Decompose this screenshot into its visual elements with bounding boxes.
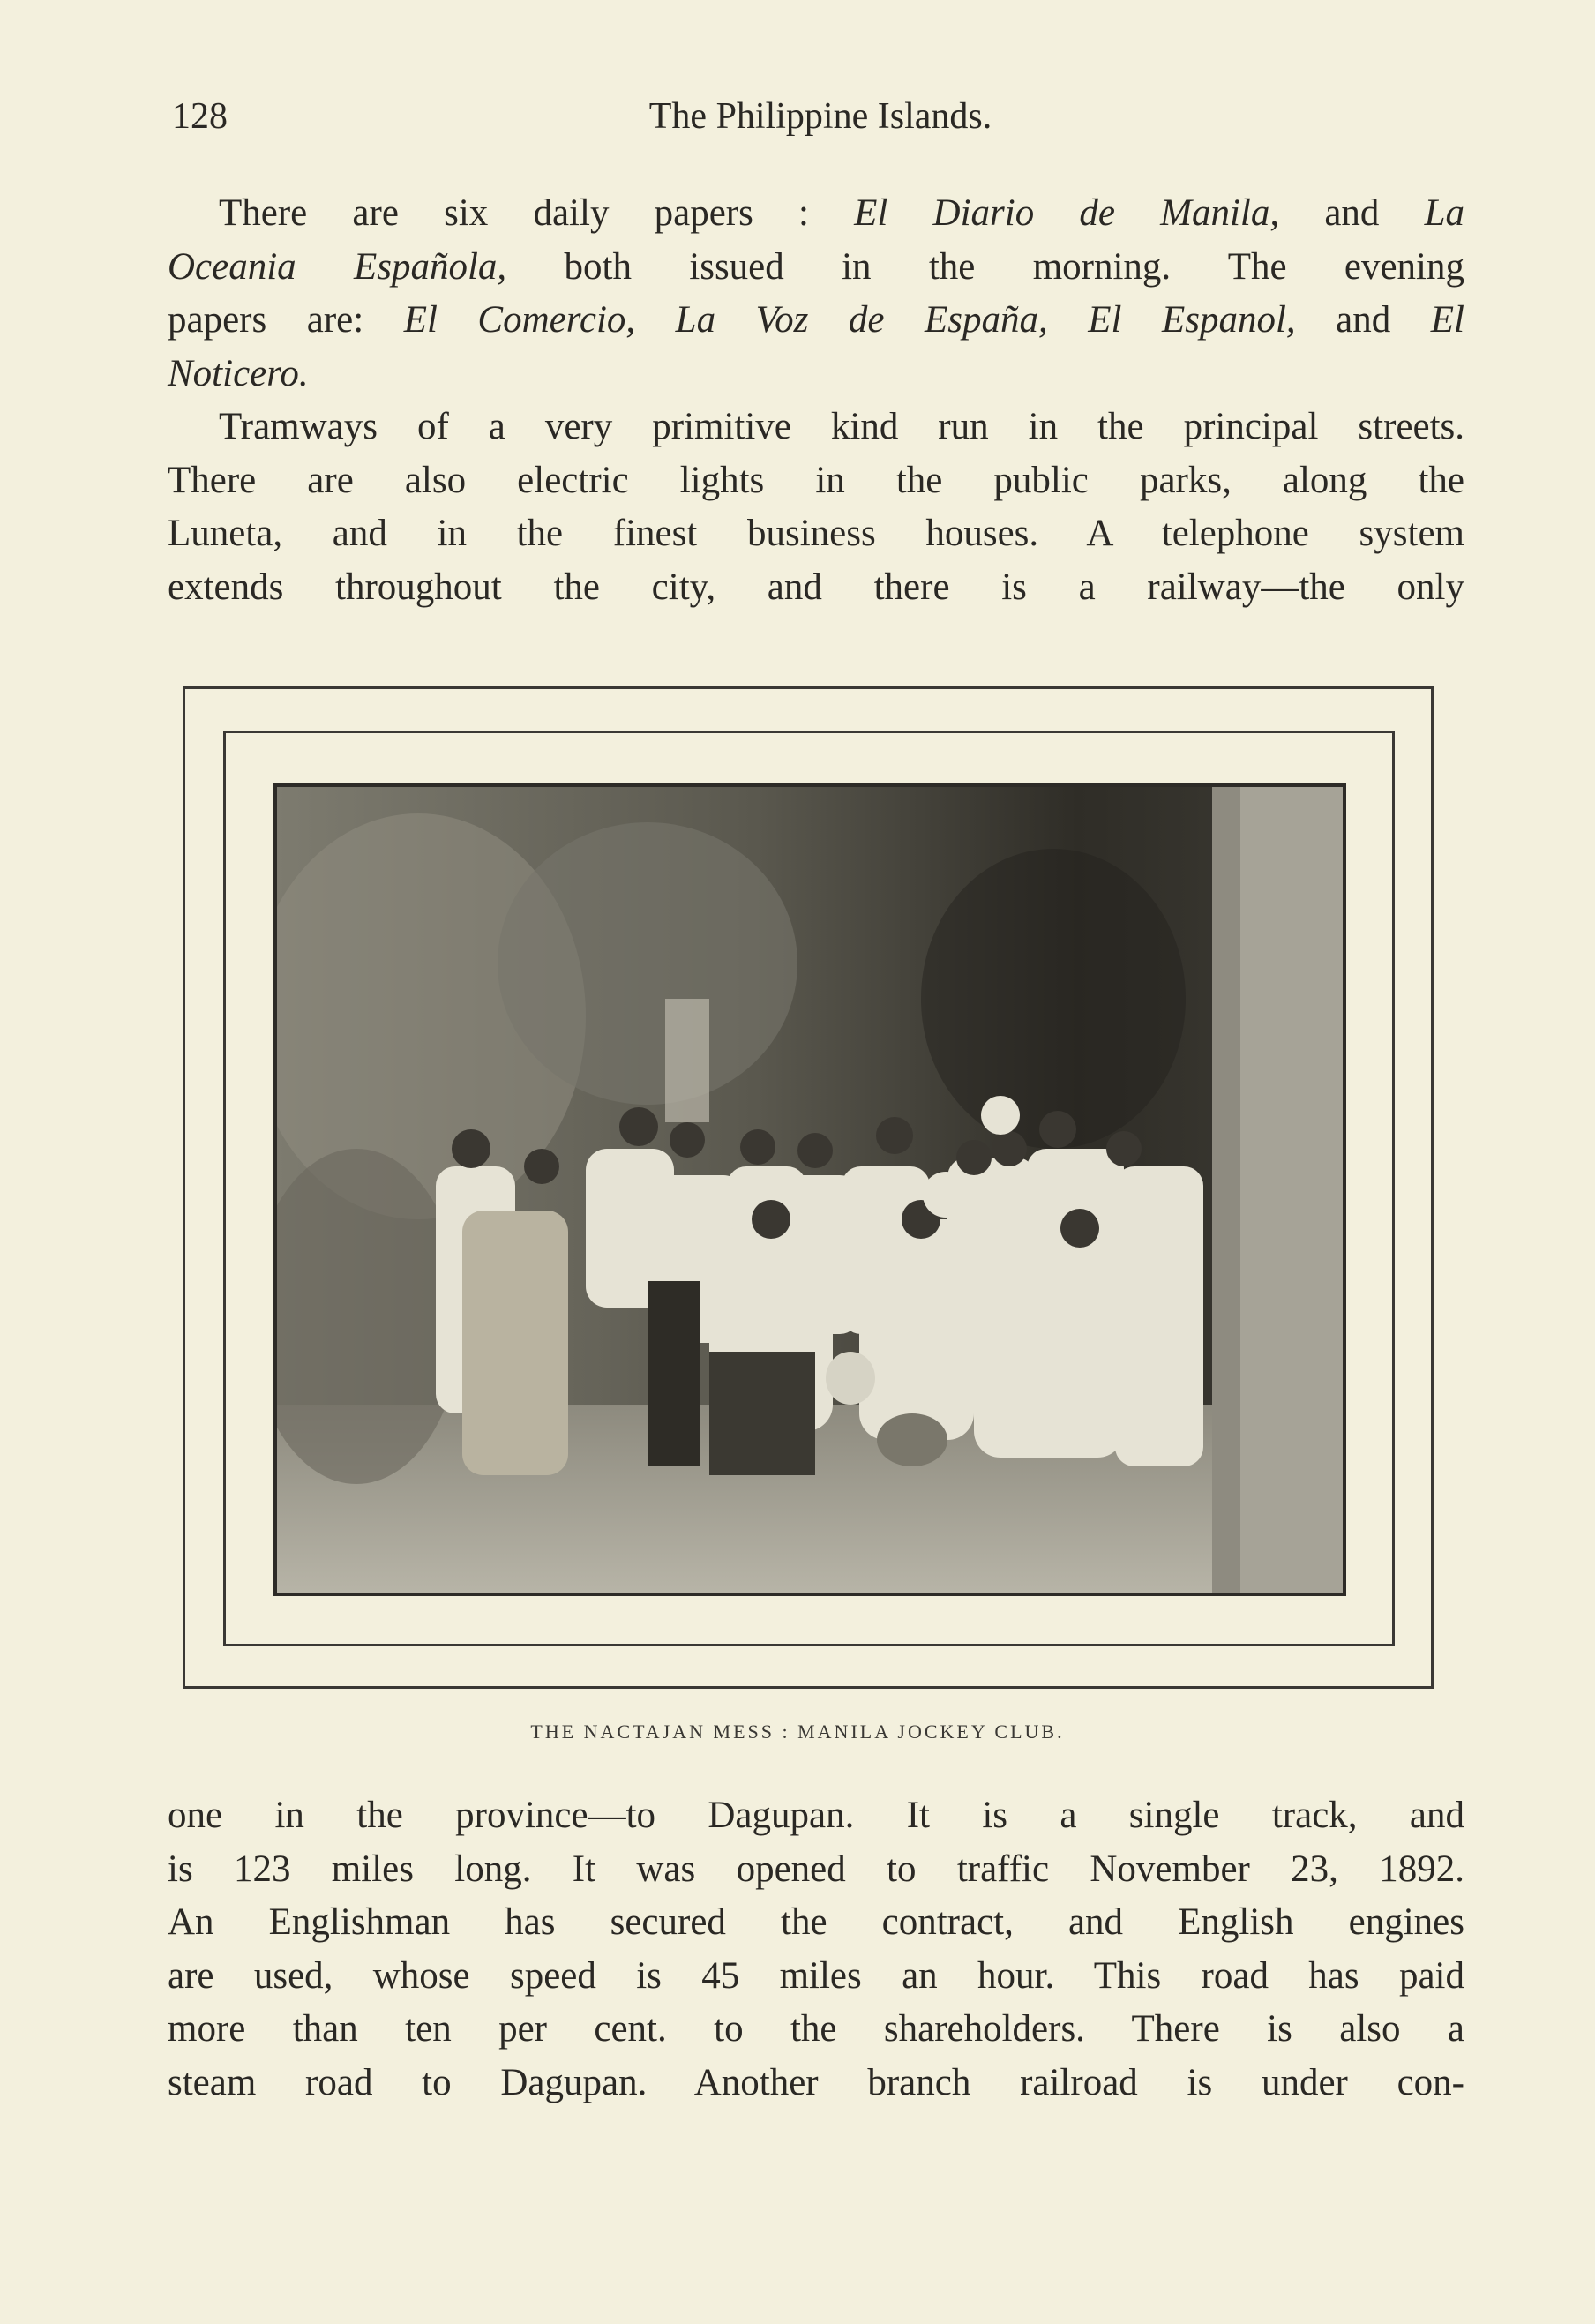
page-header xyxy=(172,95,1469,148)
text-line: one in the province—to Dagupan. It is a single track, and xyxy=(168,1795,1464,1836)
page-number: 128 xyxy=(172,96,228,137)
text-line: Oceania Española, both issued in the morning. The evening xyxy=(168,245,1464,288)
running-title: The Philippine Islands. xyxy=(648,96,992,137)
group-photograph xyxy=(273,783,1346,1596)
text-line: An Englishman has secured the contract, and English engines xyxy=(168,1901,1464,1943)
text-line: more than ten per cent. to the shareholders. There is also a xyxy=(168,2008,1464,2050)
bottom-text-block xyxy=(168,1789,1464,2110)
text-line: Tramways of a very primitive kind run in the principal streets. xyxy=(219,406,1464,447)
paragraph-tramways xyxy=(168,401,1464,614)
text-line: steam road to Dagupan. Another branch railroad is under con- xyxy=(168,2061,1464,2103)
figure-caption: THE NACTAJAN MESS : MANILA JOCKEY CLUB. xyxy=(530,1721,1065,1743)
text-line: There are six daily papers : El Diario de Manila, and La xyxy=(219,192,1465,234)
text-line: papers are: El Comercio, La Voz de España, El Espanol, and El xyxy=(168,299,1464,341)
text-line: is 123 miles long. It was opened to traffic November 23, 1892. xyxy=(168,1848,1464,1890)
paragraph-newspapers xyxy=(168,187,1464,401)
top-text-block xyxy=(168,187,1464,614)
text-line: There are also electric lights in the public parks, along the xyxy=(168,459,1464,501)
paragraph-railway xyxy=(168,1789,1464,2110)
text-line: Noticero. xyxy=(168,352,309,394)
text-line: Luneta, and in the finest business houses. A telephone system xyxy=(168,513,1464,554)
text-line: are used, whose speed is 45 miles an hour. This road has paid xyxy=(168,1954,1464,1997)
text-line: extends throughout the city, and there is a railway—the only xyxy=(168,566,1464,608)
